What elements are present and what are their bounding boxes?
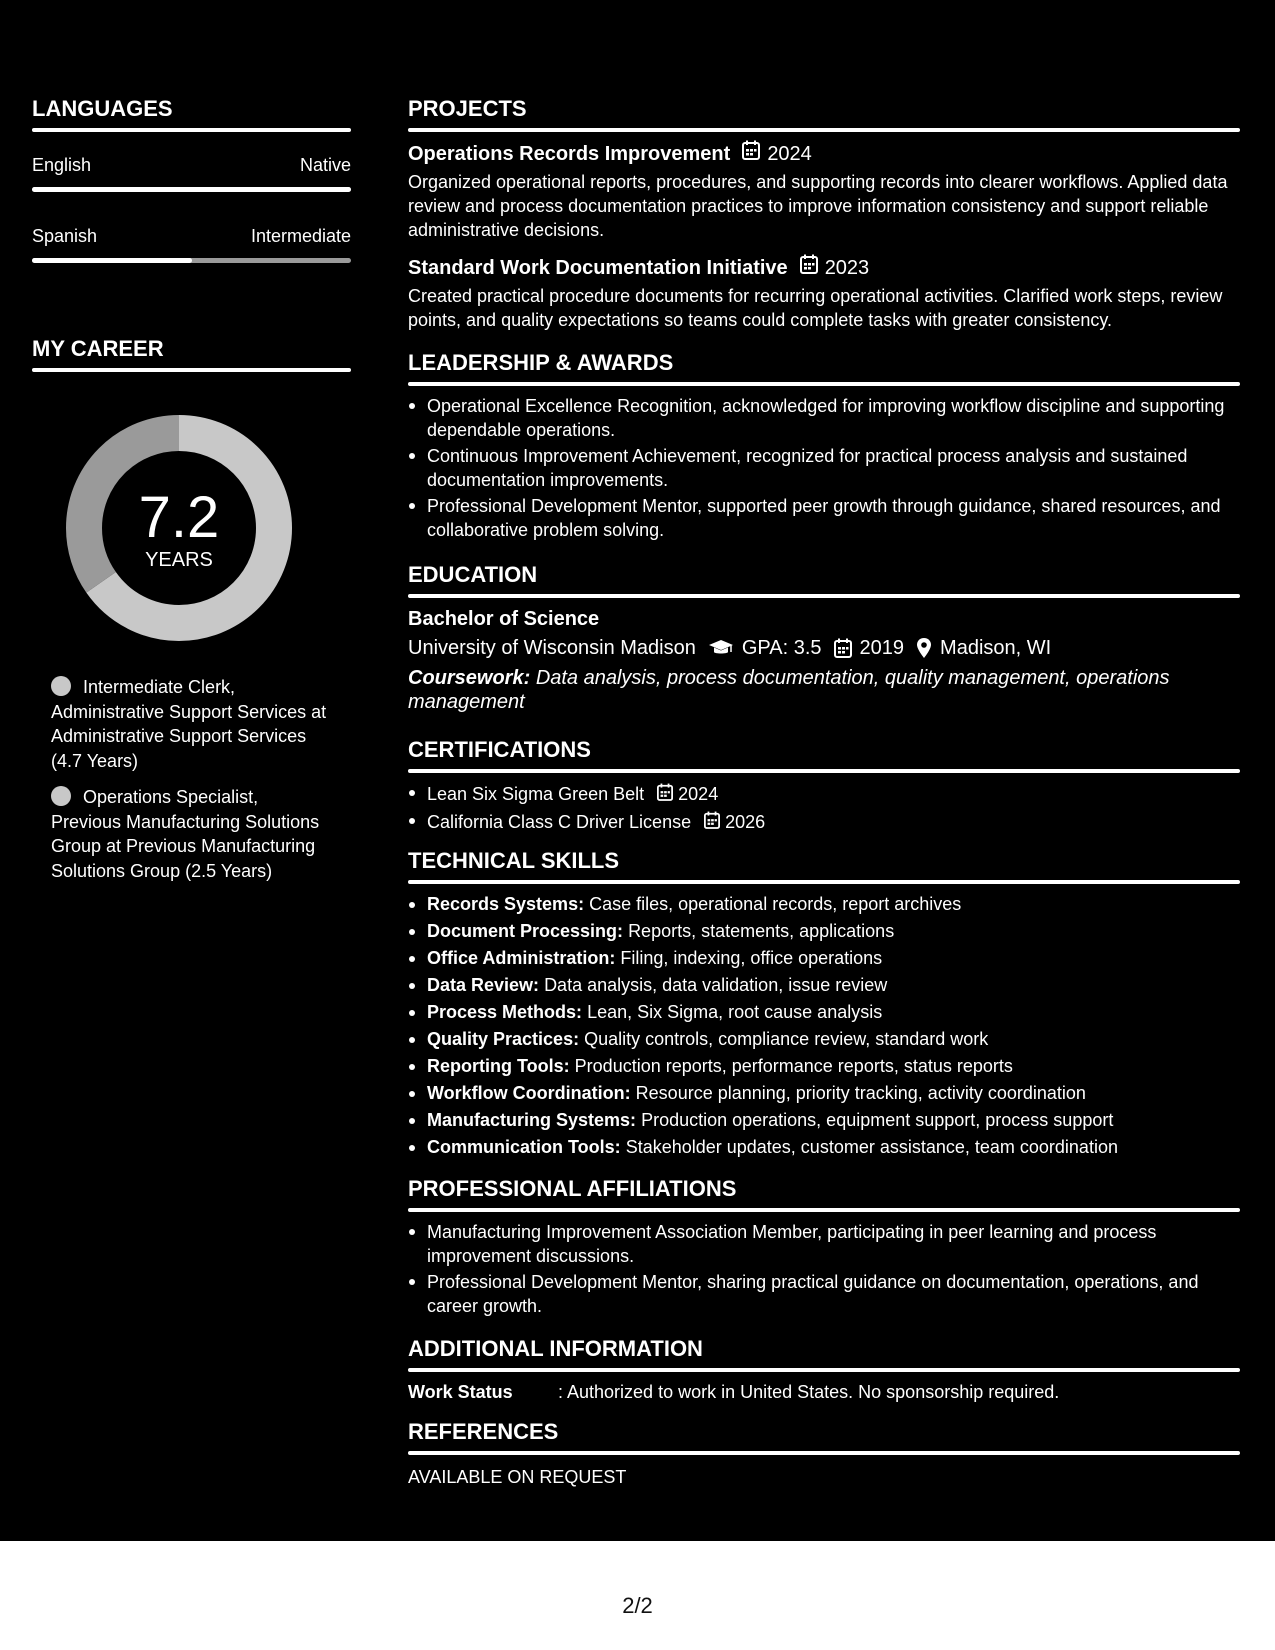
skill-value: Data analysis, data validation, issue review bbox=[544, 975, 888, 995]
coursework-text: Data analysis, process documentation, quality management, operations management bbox=[408, 667, 1170, 713]
section-rule bbox=[408, 128, 1240, 132]
section-title: EDUCATION bbox=[408, 562, 538, 587]
section-rule bbox=[408, 594, 1240, 598]
project-description: Organized operational reports, procedures, and supporting records into clearer workflows. Applied data review and process documentation practices to improve information consistency and support reliable administrative decisions. bbox=[408, 172, 1228, 240]
education-school: University of Wisconsin Madison bbox=[408, 637, 696, 659]
sidebar bbox=[0, 0, 375, 1541]
calendar-icon bbox=[834, 638, 852, 658]
work-status-value: : Authorized to work in United States. No sponsorship required. bbox=[558, 1382, 1060, 1402]
skill-item bbox=[408, 918, 1240, 945]
skills-section bbox=[408, 848, 1240, 1161]
skill-item bbox=[408, 945, 1240, 972]
section-title: TECHNICAL SKILLS bbox=[408, 848, 620, 873]
list-item: Professional Development Mentor, supported peer growth through guidance, shared resources, and collaborative problem solving. bbox=[408, 494, 1240, 542]
calendar-icon bbox=[800, 254, 818, 281]
section-rule bbox=[408, 1451, 1240, 1455]
skill-item bbox=[408, 891, 1240, 918]
certifications-list bbox=[408, 781, 1240, 837]
map-pin-icon bbox=[916, 637, 932, 659]
education-degree: Bachelor of Science bbox=[408, 608, 600, 630]
education-location: Madison, WI bbox=[940, 637, 1052, 659]
skill-value: Reports, statements, applications bbox=[628, 921, 895, 941]
skill-label: Communication Tools: bbox=[427, 1137, 621, 1157]
section-title: LANGUAGES bbox=[32, 96, 173, 121]
skill-value: Quality controls, compliance review, standard work bbox=[584, 1029, 989, 1049]
education-year: 2019 bbox=[859, 637, 905, 659]
skill-item bbox=[408, 999, 1240, 1026]
skill-label: Reporting Tools: bbox=[427, 1056, 570, 1076]
section-title: CERTIFICATIONS bbox=[408, 737, 591, 762]
certification-year: 2024 bbox=[678, 784, 719, 804]
calendar-icon bbox=[704, 810, 720, 837]
language-name: Spanish bbox=[32, 226, 98, 246]
project-year: 2023 bbox=[824, 256, 870, 279]
skill-label: Workflow Coordination: bbox=[427, 1083, 631, 1103]
references-section bbox=[408, 1419, 1240, 1489]
work-status-key: Work Status bbox=[408, 1382, 513, 1402]
section-title: REFERENCES bbox=[408, 1419, 559, 1444]
work-status-row bbox=[408, 1380, 1240, 1404]
career-legend-dot bbox=[51, 676, 71, 696]
skill-value: Case files, operational records, report archives bbox=[589, 894, 962, 914]
section-title: PROJECTS bbox=[408, 96, 527, 121]
skill-value: Lean, Six Sigma, root cause analysis bbox=[587, 1002, 883, 1022]
education-coursework bbox=[408, 666, 1240, 714]
project-year: 2024 bbox=[767, 142, 812, 165]
section-rule bbox=[32, 368, 351, 372]
skill-label: Office Administration: bbox=[427, 948, 616, 968]
career-legend-dot bbox=[51, 786, 71, 806]
affiliations-section bbox=[408, 1176, 1240, 1318]
section-rule bbox=[408, 769, 1240, 773]
skill-label: Quality Practices: bbox=[427, 1029, 580, 1049]
skill-label: Data Review: bbox=[427, 975, 540, 995]
project-item bbox=[408, 140, 1240, 242]
section-title: LEADERSHIP & AWARDS bbox=[408, 350, 674, 375]
project-item bbox=[408, 254, 1240, 332]
projects-section bbox=[408, 96, 1240, 332]
language-level: Intermediate bbox=[250, 226, 351, 246]
skill-item bbox=[408, 1107, 1240, 1134]
skill-value: Resource planning, priority tracking, activity coordination bbox=[635, 1083, 1086, 1103]
career-total-unit: YEARS bbox=[145, 549, 213, 571]
skill-item bbox=[408, 972, 1240, 999]
section-rule bbox=[32, 128, 351, 132]
leadership-section bbox=[408, 350, 1240, 542]
list-item: Professional Development Mentor, sharing practical guidance on documentation, operations, and career growth. bbox=[408, 1270, 1240, 1318]
additional-section bbox=[408, 1336, 1240, 1404]
project-description: Created practical procedure documents for recurring operational activities. Clarified work steps, review points, and quality expectations so teams could complete tasks with greater consistency. bbox=[408, 286, 1223, 330]
career-item bbox=[51, 785, 331, 883]
section-rule bbox=[408, 1368, 1240, 1372]
skill-label: Manufacturing Systems: bbox=[427, 1110, 637, 1130]
language-proficiency-bar bbox=[32, 258, 351, 263]
references-text: AVAILABLE ON REQUEST bbox=[408, 1467, 627, 1487]
project-name: Standard Work Documentation Initiative bbox=[408, 256, 788, 279]
career-item-text: Intermediate Clerk, Administrative Support Services at Administrative Support Services (4.7 Years) bbox=[51, 677, 327, 771]
skill-label: Process Methods: bbox=[427, 1002, 583, 1022]
career-item bbox=[51, 675, 331, 773]
list-item bbox=[408, 781, 1240, 809]
language-item bbox=[32, 225, 351, 263]
certifications-section bbox=[408, 737, 1240, 837]
skill-value: Stakeholder updates, customer assistance, team coordination bbox=[625, 1137, 1118, 1157]
section-rule bbox=[408, 1208, 1240, 1212]
skill-item bbox=[408, 1080, 1240, 1107]
skill-item bbox=[408, 1026, 1240, 1053]
languages-section bbox=[32, 96, 351, 263]
page-number: 2/2 bbox=[622, 1593, 653, 1618]
skill-item bbox=[408, 1134, 1240, 1161]
list-item: Operational Excellence Recognition, acknowledged for improving workflow discipline and supporting dependable operations. bbox=[408, 394, 1240, 442]
section-title: MY CAREER bbox=[32, 336, 164, 361]
skill-label: Document Processing: bbox=[427, 921, 624, 941]
education-section bbox=[408, 562, 1240, 714]
section-rule bbox=[408, 382, 1240, 386]
skill-value: Filing, indexing, office operations bbox=[620, 948, 883, 968]
certification-name: Lean Six Sigma Green Belt bbox=[427, 784, 645, 804]
section-title: PROFESSIONAL AFFILIATIONS bbox=[408, 1176, 737, 1201]
certification-year: 2026 bbox=[725, 811, 766, 832]
graduation-cap-icon bbox=[708, 638, 734, 658]
career-section bbox=[32, 336, 351, 372]
language-proficiency-fill bbox=[32, 187, 351, 192]
certification-name: California Class C Driver License bbox=[427, 811, 692, 832]
section-title: ADDITIONAL INFORMATION bbox=[408, 1336, 703, 1361]
section-rule bbox=[408, 880, 1240, 884]
language-proficiency-fill bbox=[32, 258, 192, 263]
education-gpa: GPA: 3.5 bbox=[741, 637, 822, 659]
project-name: Operations Records Improvement bbox=[408, 142, 731, 165]
calendar-icon bbox=[657, 782, 673, 809]
list-item: Continuous Improvement Achievement, recognized for practical process analysis and sustained documentation improvements. bbox=[408, 444, 1240, 492]
career-donut-chart bbox=[66, 415, 292, 641]
affiliations-list bbox=[408, 1220, 1240, 1318]
list-item: Manufacturing Improvement Association Member, participating in peer learning and process improvement discussions. bbox=[408, 1220, 1240, 1268]
leadership-list bbox=[408, 394, 1240, 542]
language-name: English bbox=[32, 155, 92, 175]
language-item bbox=[32, 154, 351, 192]
calendar-icon bbox=[742, 140, 760, 167]
education-details bbox=[408, 634, 1240, 662]
career-total-value: 7.2 bbox=[138, 485, 220, 550]
coursework-label: Coursework: bbox=[408, 667, 531, 689]
language-proficiency-bar bbox=[32, 187, 351, 192]
skill-item bbox=[408, 1053, 1240, 1080]
skill-value: Production reports, performance reports, status reports bbox=[574, 1056, 1013, 1076]
skill-label: Records Systems: bbox=[427, 894, 585, 914]
career-list bbox=[51, 675, 331, 883]
list-item bbox=[408, 809, 1240, 837]
skills-list bbox=[408, 891, 1240, 1161]
career-item-text: Operations Specialist, Previous Manufacturing Solutions Group at Previous Manufacturing Solutions Group (2.5 Years) bbox=[51, 787, 320, 881]
language-level: Native bbox=[299, 155, 351, 175]
skill-value: Production operations, equipment support, process support bbox=[641, 1110, 1114, 1130]
